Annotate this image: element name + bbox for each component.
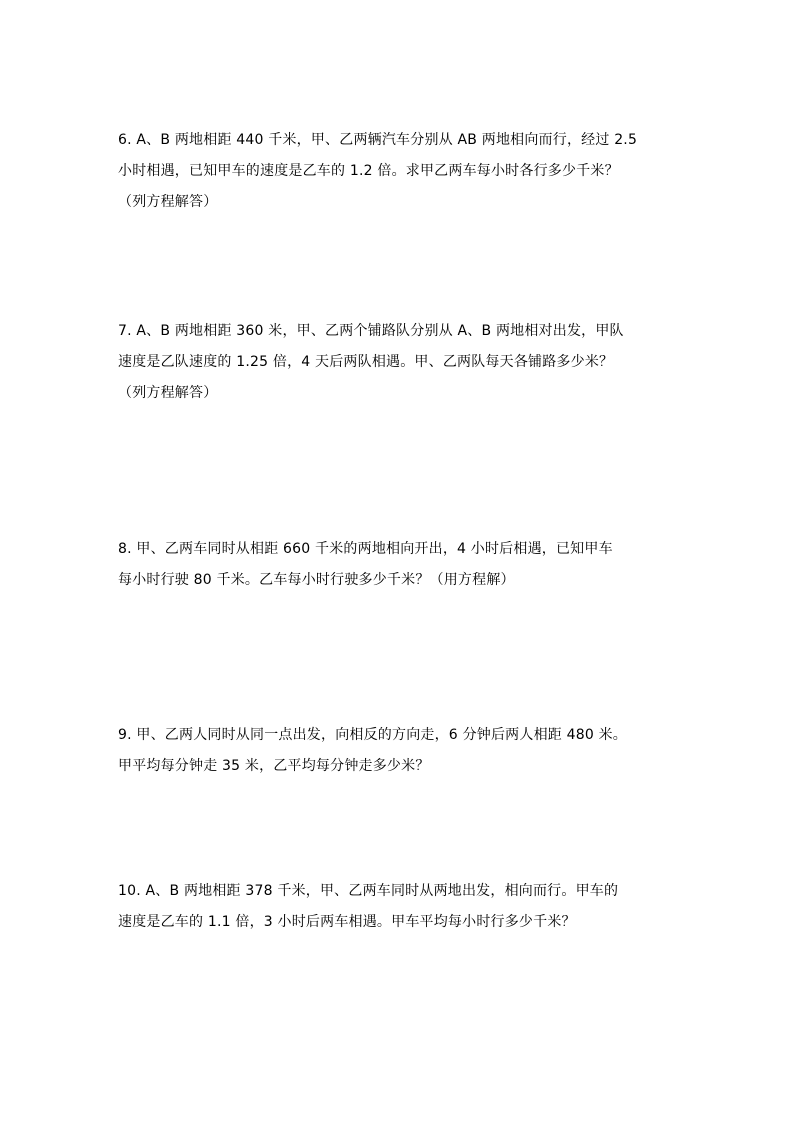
- problem-10-line-1: 10. A、B 两地相距 378 千米，甲、乙两车同时从两地出发，相向而行。甲车的: [118, 883, 619, 899]
- problem-8: [118, 534, 698, 596]
- problem-9: [118, 720, 698, 782]
- problem-8-line-2: 每小时行驶 80 千米。乙车每小时行驶多少千米？（用方程解）: [118, 572, 515, 588]
- problem-7-line-2: 速度是乙队速度的 1.25 倍，4 天后两队相遇。甲、乙两队每天各铺路多少米？: [118, 354, 614, 370]
- problem-9-line-1: 9. 甲、乙两人同时从同一点出发，向相反的方向走，6 分钟后两人相距 480 米。: [118, 727, 627, 743]
- problem-7: [118, 316, 698, 409]
- problem-6-line-2: 小时相遇，已知甲车的速度是乙车的 1.2 倍。求甲乙两车每小时各行多少千米？: [118, 163, 619, 179]
- problem-7-line-1: 7. A、B 两地相距 360 米，甲、乙两个铺路队分别从 A、B 两地相对出发，甲队: [118, 323, 624, 339]
- problem-10-line-2: 速度是乙车的 1.1 倍，3 小时后两车相遇。甲车平均每小时行多少千米？: [118, 914, 576, 930]
- problem-6-line-3: （列方程解答）: [118, 194, 218, 210]
- problem-8-line-1: 8. 甲、乙两车同时从相距 660 千米的两地相向开出，4 小时后相遇，已知甲车: [118, 541, 613, 557]
- problem-10: [118, 876, 698, 938]
- problem-9-line-2: 甲平均每分钟走 35 米，乙平均每分钟走多少米？: [118, 758, 430, 774]
- problem-6-line-1: 6. A、B 两地相距 440 千米，甲、乙两辆汽车分别从 AB 两地相向而行，经过 2.5: [118, 132, 638, 148]
- problem-7-line-3: （列方程解答）: [118, 385, 218, 401]
- problem-6: [118, 125, 698, 218]
